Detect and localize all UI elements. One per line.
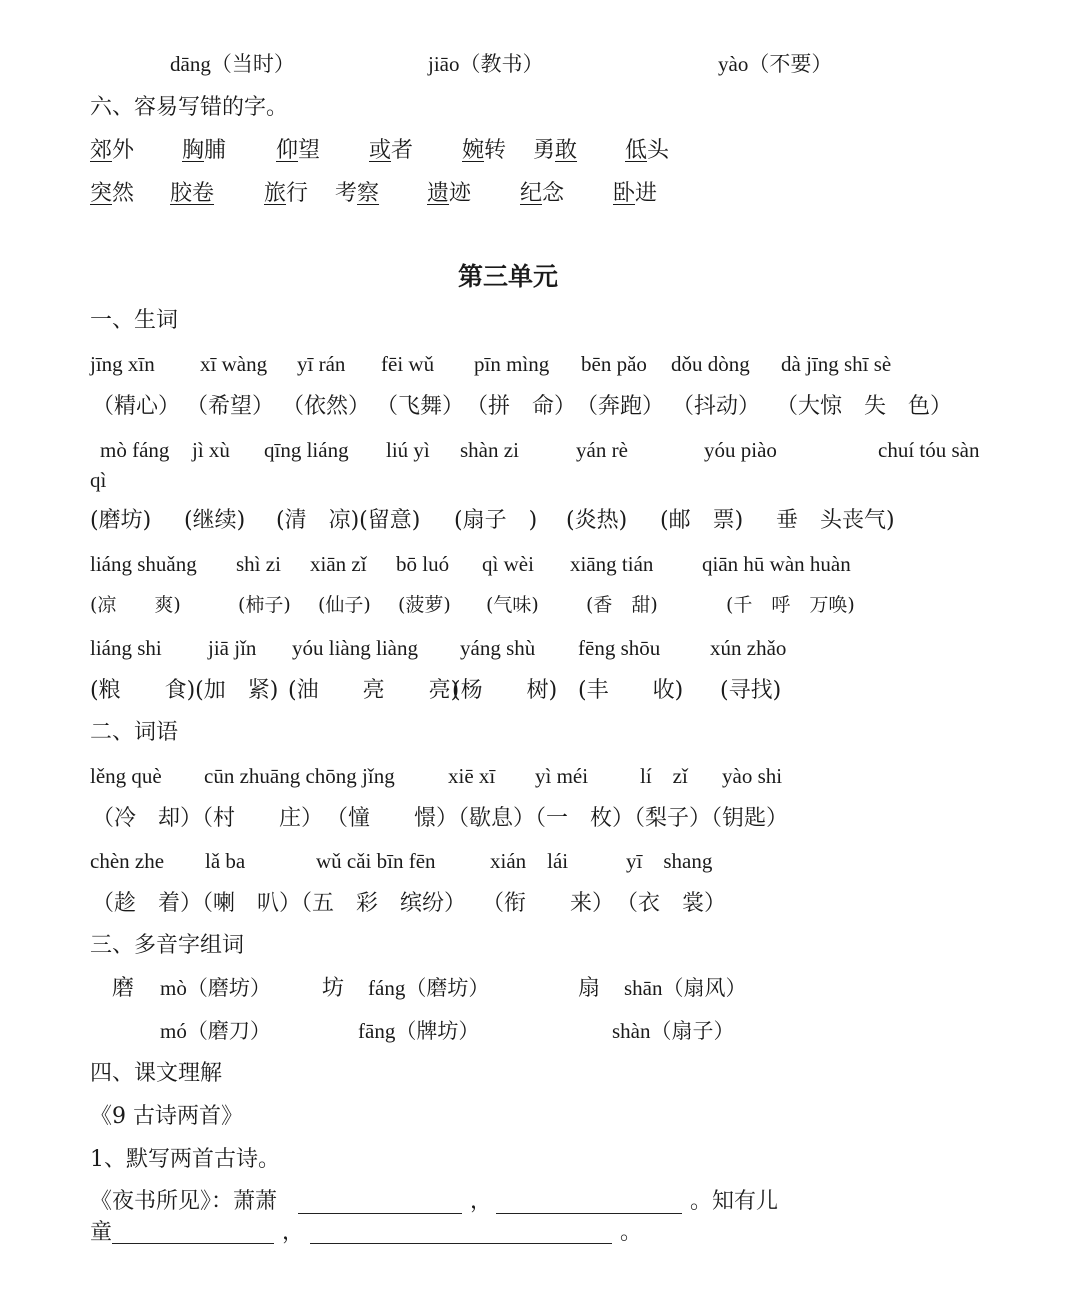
hanzi: 垂 头丧气): [776, 508, 895, 533]
pinyin: dǒu dòng: [671, 352, 750, 376]
pinyin: xī wàng: [200, 352, 268, 376]
hanzi: （精心）: [92, 394, 181, 419]
pinyin: yì méi: [535, 764, 589, 788]
hanzi: (磨坊): [90, 508, 152, 533]
easy-wrong-word: 仰望: [276, 138, 321, 163]
hanzi: （依然）: [282, 394, 371, 419]
section-heading: 二、词语: [90, 720, 179, 745]
hanzi: (丰 收): [578, 678, 684, 703]
answer-blank[interactable]: [298, 1213, 462, 1214]
pinyin: xún zhǎo: [710, 636, 787, 660]
pinyin: cūn zhuāng chōng jǐng: [204, 764, 395, 788]
hanzi: （奔跑）: [576, 394, 665, 419]
easy-wrong-word: 胶卷: [170, 181, 215, 206]
easy-wrong-word: 婉转: [462, 138, 507, 163]
pinyin: fēi wǔ: [381, 352, 435, 376]
polyphone-reading: shān（扇风）: [624, 976, 747, 1000]
pinyin: lǎ ba: [205, 849, 246, 873]
polyphone-char: 磨: [112, 976, 135, 1001]
pinyin: qì wèi: [482, 552, 534, 576]
pinyin: qiān hū wàn huàn: [702, 552, 851, 576]
pinyin: lí zǐ: [640, 764, 688, 788]
answer-blank[interactable]: [310, 1243, 612, 1244]
section-heading: 三、多音字组词: [90, 933, 245, 958]
polyphone-yao: yào（不要）: [718, 52, 833, 76]
comma: ，: [470, 1189, 493, 1214]
pinyin: shàn zi: [460, 438, 519, 462]
easy-wrong-word: 胸脯: [182, 138, 227, 163]
pinyin: liáng shi: [90, 636, 162, 660]
pinyin: yán rè: [576, 438, 628, 462]
hanzi: (气味): [486, 594, 539, 616]
task-text: 1、默写两首古诗。: [90, 1147, 280, 1172]
pinyin: bēn pǎo: [581, 352, 647, 376]
answer-blank[interactable]: [112, 1243, 274, 1244]
pinyin: yī shang: [626, 849, 713, 873]
hanzi: (菠萝): [398, 594, 451, 616]
polyphone-reading: mò（磨坊）: [160, 976, 271, 1000]
pinyin: yī rán: [297, 352, 346, 376]
pinyin: xiē xī: [448, 764, 496, 788]
hanzi: (杨 树): [452, 678, 558, 703]
pinyin: chuí tóu sàn: [878, 438, 980, 462]
hanzi: （衔 来）: [482, 891, 615, 916]
hanzi: (继续): [184, 508, 246, 533]
polyphone-dang: dāng（当时）: [170, 52, 295, 76]
hanzi: (寻找): [720, 678, 782, 703]
hanzi: (粮 食)(加 紧): [90, 678, 279, 703]
polyphone-reading: mó（磨刀）: [160, 1019, 271, 1043]
hanzi: （衣 裳）: [616, 891, 727, 916]
easy-wrong-word: 或者: [369, 138, 414, 163]
pinyin: yóu liàng liàng: [292, 636, 418, 660]
easy-wrong-heading: 六、容易写错的字。: [90, 95, 289, 120]
section-heading: 一、生词: [90, 308, 179, 333]
pinyin: wǔ cǎi bīn fēn: [316, 849, 436, 873]
polyphone-reading: shàn（扇子）: [612, 1019, 735, 1043]
answer-blank[interactable]: [496, 1213, 682, 1214]
pinyin: pīn mìng: [474, 352, 550, 376]
easy-wrong-word: 郊外: [90, 138, 135, 163]
pinyin: lěng què: [90, 764, 162, 788]
comma: ，: [282, 1220, 305, 1245]
hanzi: （趁 着）（喇 叭）（五 彩 缤纷）: [92, 891, 467, 916]
poem-line-start: 童: [90, 1220, 113, 1245]
hanzi: (邮 票): [660, 508, 744, 533]
pinyin: mò fáng: [100, 438, 170, 462]
period: 。: [620, 1220, 643, 1245]
pinyin: qīng liáng: [264, 438, 349, 462]
pinyin: jiā jǐn: [208, 636, 257, 660]
pinyin: yáng shù: [460, 636, 536, 660]
hanzi: (凉 爽): [90, 594, 181, 616]
pinyin: jīng xīn: [90, 352, 155, 376]
easy-wrong-word: 卧进: [613, 181, 658, 206]
easy-wrong-word: 纪念: [520, 181, 565, 206]
unit-title: 第三单元: [458, 262, 559, 291]
easy-wrong-word: 突然: [90, 181, 135, 206]
easy-wrong-word: 勇敢: [533, 138, 578, 163]
hanzi: （大惊 失 色）: [776, 394, 953, 419]
pinyin: qì: [90, 468, 107, 492]
polyphone-char: 扇: [578, 976, 601, 1001]
hanzi: (仙子): [318, 594, 371, 616]
easy-wrong-word: 考察: [335, 181, 380, 206]
pinyin: xián lái: [490, 849, 569, 873]
hanzi: （希望）: [186, 394, 275, 419]
pinyin: shì zi: [236, 552, 281, 576]
hanzi: （飞舞）: [376, 394, 465, 419]
pinyin: yóu piào: [704, 438, 777, 462]
hanzi: (扇子 ): [454, 508, 538, 533]
pinyin: fēng shōu: [578, 636, 661, 660]
pinyin: liáng shuǎng: [90, 552, 197, 576]
pinyin: yào shi: [722, 764, 783, 788]
lesson-title: 《9 古诗两首》: [90, 1104, 243, 1129]
hanzi: （冷 却）（村 庄）: [92, 806, 324, 831]
pinyin: bō luó: [396, 552, 450, 576]
pinyin: liú yì: [386, 438, 430, 462]
period-continuation: 。知有儿: [690, 1189, 779, 1214]
section-heading: 四、课文理解: [90, 1061, 223, 1086]
hanzi: (清 凉)(留意): [276, 508, 421, 533]
hanzi: （拼 命）: [466, 394, 577, 419]
hanzi: (香 甜): [586, 594, 658, 616]
hanzi: (柿子): [238, 594, 291, 616]
polyphone-reading: fāng（牌坊）: [358, 1019, 480, 1043]
poem-title: 《夜书所见》：萧萧: [90, 1189, 278, 1214]
hanzi: （抖动）: [672, 394, 761, 419]
polyphone-reading: fáng（磨坊）: [368, 976, 490, 1000]
easy-wrong-word: 旅行: [264, 181, 309, 206]
hanzi: （憧 憬）（歇息）（一 枚）（梨子）（钥匙）: [326, 806, 789, 831]
pinyin: xiān zǐ: [310, 552, 367, 576]
easy-wrong-word: 低头: [625, 138, 670, 163]
polyphone-char: 坊: [322, 976, 345, 1001]
pinyin: jì xù: [192, 438, 230, 462]
pinyin: chèn zhe: [90, 849, 165, 873]
polyphone-jiao: jiāo（教书）: [428, 52, 544, 76]
pinyin: dà jīng shī sè: [781, 352, 892, 376]
hanzi: (油 亮 亮): [288, 678, 460, 703]
pinyin: xiāng tián: [570, 552, 654, 576]
hanzi: (千 呼 万唤): [726, 594, 855, 616]
hanzi: (炎热): [566, 508, 628, 533]
easy-wrong-word: 遗迹: [427, 181, 472, 206]
